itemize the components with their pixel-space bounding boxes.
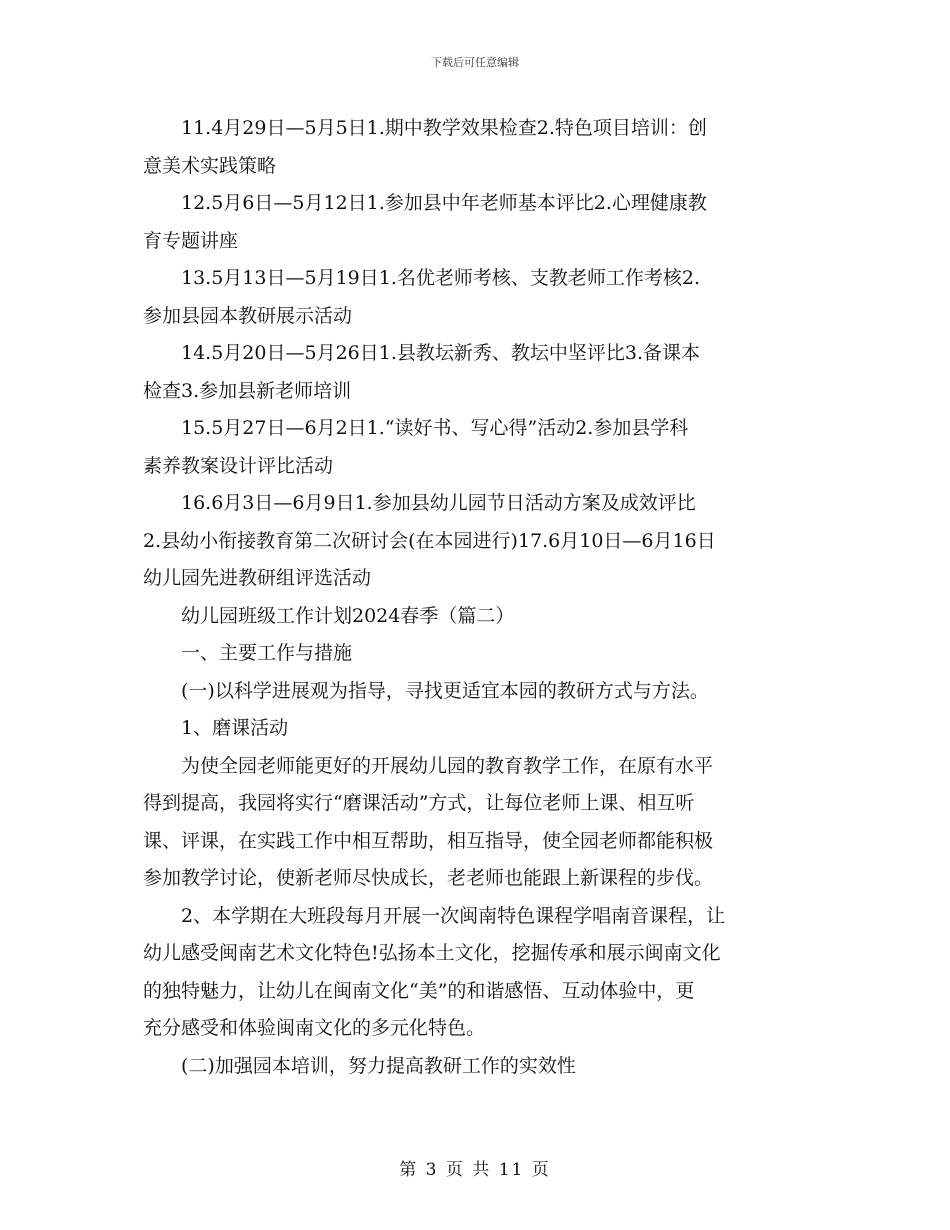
- text-line: 13.5月13日—5月19日1.名优老师考核、支教老师工作考核2.: [181, 267, 701, 289]
- section-heading: 一、主要工作与措施: [181, 642, 353, 664]
- text-line: 育专题讲座: [143, 229, 239, 252]
- text-line: 参加教学讨论，使新老师尽快成长，老老师也能跟上新课程的步伐。: [143, 867, 714, 889]
- text-line: 检查3.参加县新老师培训: [143, 379, 352, 402]
- text-line: 为使全园老师能更好的开展幼儿园的教育教学工作，在原有水平: [181, 754, 714, 777]
- section-title: 幼儿园班级工作计划2024春季（篇二）: [181, 604, 515, 627]
- item-heading: 1、磨课活动: [181, 717, 289, 739]
- subsection-heading: (一)以科学进展观为指导，寻找更适宜本园的教研方式与方法。: [181, 679, 709, 702]
- text-line: 2、本学期在大班段每月开展一次闽南特色课程学唱南音课程，让: [181, 904, 726, 927]
- text-line: 11.4月29日—5月5日1.期中教学效果检查2.特色项目培训：创: [181, 117, 707, 139]
- subsection-heading: (二)加强园本培训，努力提高教研工作的实效性: [181, 1054, 576, 1077]
- page-header-note: 下载后可任意编辑: [431, 56, 519, 69]
- text-line: 参加县园本教研展示活动: [143, 304, 353, 327]
- text-line: 幼儿感受闽南艺术文化特色!弘扬本土文化，挖掘传承和展示闽南文化: [143, 942, 721, 964]
- text-line: 的独特魅力，让幼儿在闽南文化“美”的和谐感悟、互动体验中，更: [143, 979, 695, 1002]
- text-line: 充分感受和体验闽南文化的多元化特色。: [143, 1017, 486, 1039]
- text-line: 16.6月3日—6月9日1.参加县幼儿园节日活动方案及成效评比: [181, 492, 696, 514]
- text-line: 课、评课，在实践工作中相互帮助，相互指导，使全园老师都能积极: [143, 829, 714, 852]
- page-footer: 第 3 页 共 11 页: [399, 1160, 551, 1180]
- text-line: 12.5月6日—5月12日1.参加县中年老师基本评比2.心理健康教: [181, 192, 707, 214]
- text-line: 得到提高，我园将实行“磨课活动”方式，让每位老师上课、相互听: [143, 792, 695, 814]
- document-body: [143, 110, 811, 1085]
- text-line: 素养教案设计评比活动: [143, 454, 334, 477]
- text-line: 2.县幼小衔接教育第二次研讨会(在本园进行)17.6月10日—6月16日: [143, 529, 716, 552]
- text-line: 14.5月20日—5月26日1.县教坛新秀、教坛中坚评比3.备课本: [181, 342, 701, 364]
- text-line: 幼儿园先进教研组评选活动: [143, 567, 372, 589]
- text-line: 15.5月27日—6月2日1.“读好书、写心得”活动2.参加县学科: [181, 417, 689, 439]
- text-line: 意美术实践策略: [143, 154, 277, 177]
